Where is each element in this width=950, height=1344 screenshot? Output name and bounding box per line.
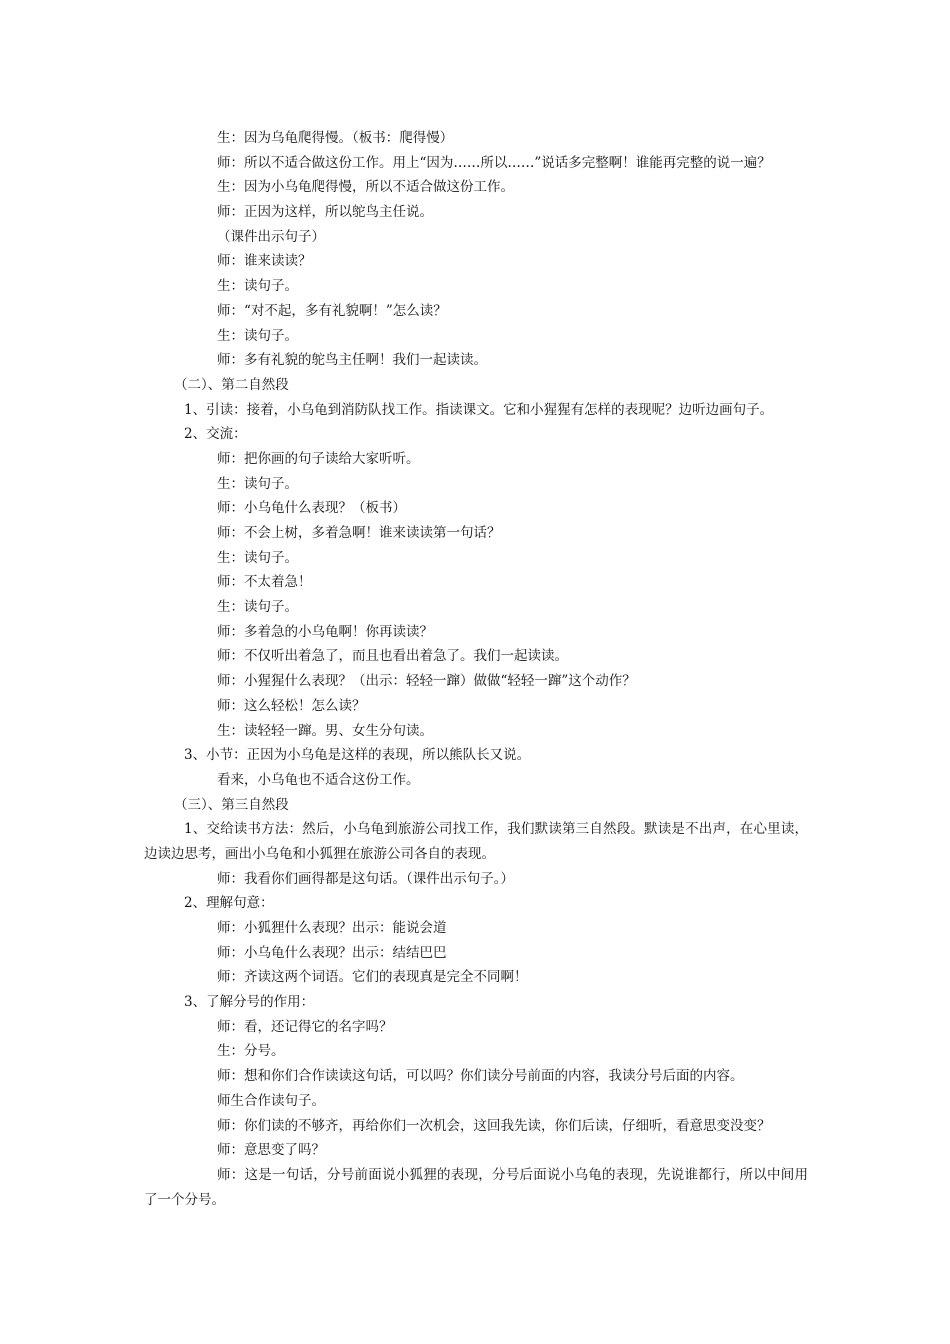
text-line-10: 师：多有礼貌的鸵鸟主任啊！我们一起读读。 xyxy=(217,352,487,369)
text-line-37: 生：分号。 xyxy=(217,1043,285,1060)
text-line-3: 生：因为小乌龟爬得慢，所以不适合做这份工作。 xyxy=(217,179,514,196)
text-line-34: 师：齐读这两个词语。它们的表现真是完全不同啊！ xyxy=(217,969,528,986)
document-body xyxy=(144,126,808,1212)
section-heading-3: （三）、第三自然段 xyxy=(174,796,289,813)
text-line-18: 生：读句子。 xyxy=(217,549,298,566)
text-line-2: 师：所以不适合做这份工作。用上“因为……所以……”说话多完整啊！谁能再完整的说一遍？ xyxy=(217,154,771,171)
section-heading-2: （二）、第二自然段 xyxy=(174,376,289,393)
text-line-26: 3、小节：正因为小乌龟是这样的表现，所以熊队长又说。 xyxy=(184,747,531,764)
text-line-5: （课件出示句子） xyxy=(217,228,325,245)
text-line-22: 师：不仅听出着急了，而且也看出着急了。我们一起读读。 xyxy=(217,648,568,665)
text-line-25: 生：读轻轻一蹿。男、女生分句读。 xyxy=(217,722,433,739)
text-line-39: 师生合作读句子。 xyxy=(217,1092,325,1109)
text-line-8: 师：“对不起，多有礼貌啊！”怎么读？ xyxy=(217,302,447,319)
text-line-32: 师：小狐狸什么表现？出示：能说会道 xyxy=(217,920,447,937)
text-line-6: 师：谁来读读？ xyxy=(217,253,312,270)
text-line-12: 1、引读：接着，小乌龟到消防队找工作。指读课文。它和小猩猩有怎样的表现呢？边听边画句子。 xyxy=(184,401,774,418)
text-line-15: 生：读句子。 xyxy=(217,475,298,492)
text-line-9: 生：读句子。 xyxy=(217,327,298,344)
text-line-27: 看来，小乌龟也不适合这份工作。 xyxy=(217,771,420,788)
text-line-19: 师：不太着急！ xyxy=(217,574,312,591)
text-line-7: 生：读句子。 xyxy=(217,278,298,295)
text-line-24: 师：这么轻松！怎么读？ xyxy=(217,697,366,714)
text-line-33: 师：小乌龟什么表现？出示：结结巴巴 xyxy=(217,944,447,961)
text-line-21: 师：多着急的小乌龟啊！你再读读？ xyxy=(217,623,433,640)
text-line-17: 师：不会上树，多着急啊！谁来读读第一句话？ xyxy=(217,525,501,541)
text-line-35: 3、了解分号的作用： xyxy=(184,994,315,1011)
text-line-30: 师：我看你们画得都是这句话。（课件出示句子。） xyxy=(217,870,514,887)
text-line-23: 师：小猩猩什么表现？（出示：轻轻一蹿）做做“轻轻一蹿”这个动作？ xyxy=(217,673,636,690)
text-line-42: 师：这是一句话，分号前面说小狐狸的表现，分号后面说小乌龟的表现，先说谁都行，所以中间用了一个分号。 xyxy=(144,1166,808,1208)
text-line-14: 师：把你画的句子读给大家听听。 xyxy=(217,450,420,467)
text-line-40: 师：你们读的不够齐，再给你们一次机会，这回我先读，你们后读，仔细听，看意思变没变？ xyxy=(217,1117,771,1134)
text-line-13: 2、交流： xyxy=(184,426,247,443)
text-line-4: 师：正因为这样，所以鸵鸟主任说。 xyxy=(217,204,433,221)
text-line-1: 生：因为乌龟爬得慢。（板书：爬得慢） xyxy=(217,130,454,146)
text-line-16: 师：小乌龟什么表现？（板书） xyxy=(217,500,406,517)
text-line-41: 师：意思变了吗？ xyxy=(217,1142,325,1159)
text-line-36: 师：看，还记得它的名字吗？ xyxy=(217,1018,393,1035)
text-line-29: 1、交给读书方法：然后，小乌龟到旅游公司找工作，我们默读第三自然段。默读是不出声，在心里读，边读边思考，画出小乌龟和小狐狸在旅游公司各自的表现。 xyxy=(144,821,808,862)
text-line-38: 师：想和你们合作读读这句话，可以吗？你们读分号前面的内容，我读分号后面的内容。 xyxy=(217,1068,744,1085)
text-line-20: 生：读句子。 xyxy=(217,599,298,616)
text-line-31: 2、理解句意： xyxy=(184,895,274,912)
